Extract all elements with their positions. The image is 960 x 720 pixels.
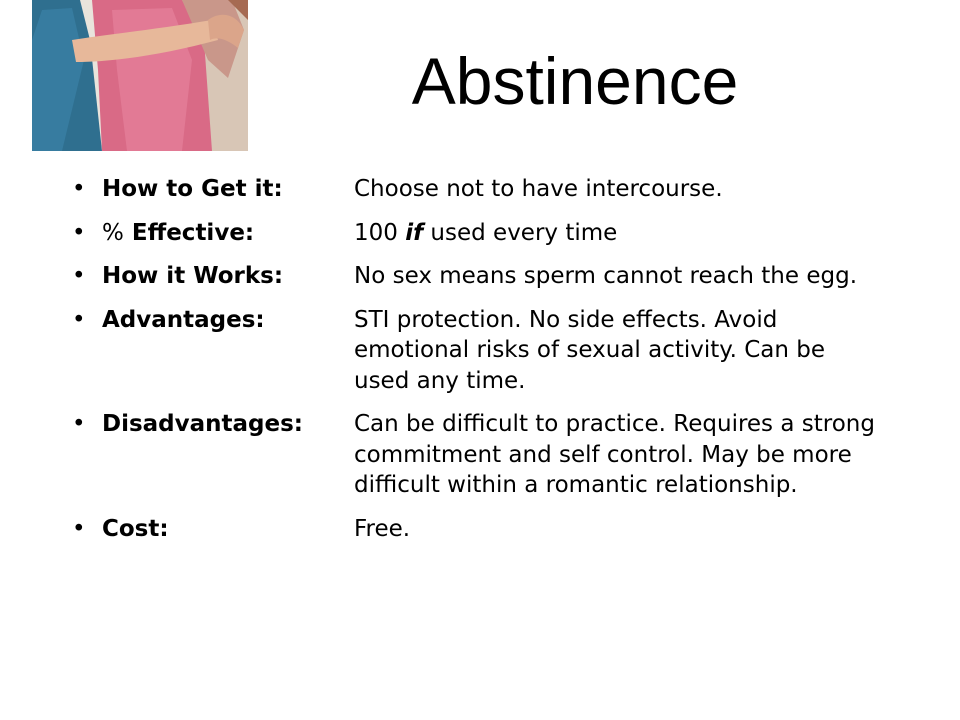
list-item-advantages (58, 305, 898, 397)
item-description: Free. (354, 515, 411, 542)
list-item-how-it-works (58, 261, 898, 292)
couple-hugging-photo (32, 0, 248, 151)
list-item-disadvantages (58, 409, 898, 501)
bullet-icon: • (72, 411, 86, 437)
list-item-effective (58, 218, 898, 249)
item-label: Cost: (102, 515, 169, 542)
item-description (354, 218, 879, 249)
item-description-part: 100 (354, 219, 406, 246)
item-label: Advantages: (102, 306, 265, 333)
item-description: No sex means sperm cannot reach the egg. (354, 263, 858, 289)
item-label: Disadvantages: (102, 411, 304, 437)
item-description: Can be difficult to practice. Requires a strong commitment and self control. May be more difficult within a romantic relationship. (354, 411, 875, 498)
item-label-text: Effective: (123, 219, 255, 246)
item-description: Choose not to have intercourse. (354, 176, 723, 202)
bullet-icon: • (72, 263, 86, 289)
item-label: How to Get it: (102, 176, 283, 202)
bullet-list (58, 174, 898, 557)
bullet-icon: • (72, 306, 86, 333)
list-item-cost (58, 514, 898, 545)
percent-symbol: % (102, 219, 124, 246)
item-description-part: used every time (423, 219, 618, 246)
item-label: How it Works: (102, 263, 284, 289)
slide-title: Abstinence (411, 44, 739, 118)
bullet-icon: • (72, 515, 86, 542)
bullet-icon: • (72, 176, 86, 202)
list-item-how-to-get-it (58, 174, 898, 205)
item-label (102, 218, 354, 249)
bullet-icon: • (72, 219, 86, 246)
item-description: STI protection. No side effects. Avoid emotional risks of sexual activity. Can be used any time. (354, 306, 826, 394)
couple-photo-illustration (32, 0, 248, 151)
item-description-emphasis: if (405, 219, 424, 246)
